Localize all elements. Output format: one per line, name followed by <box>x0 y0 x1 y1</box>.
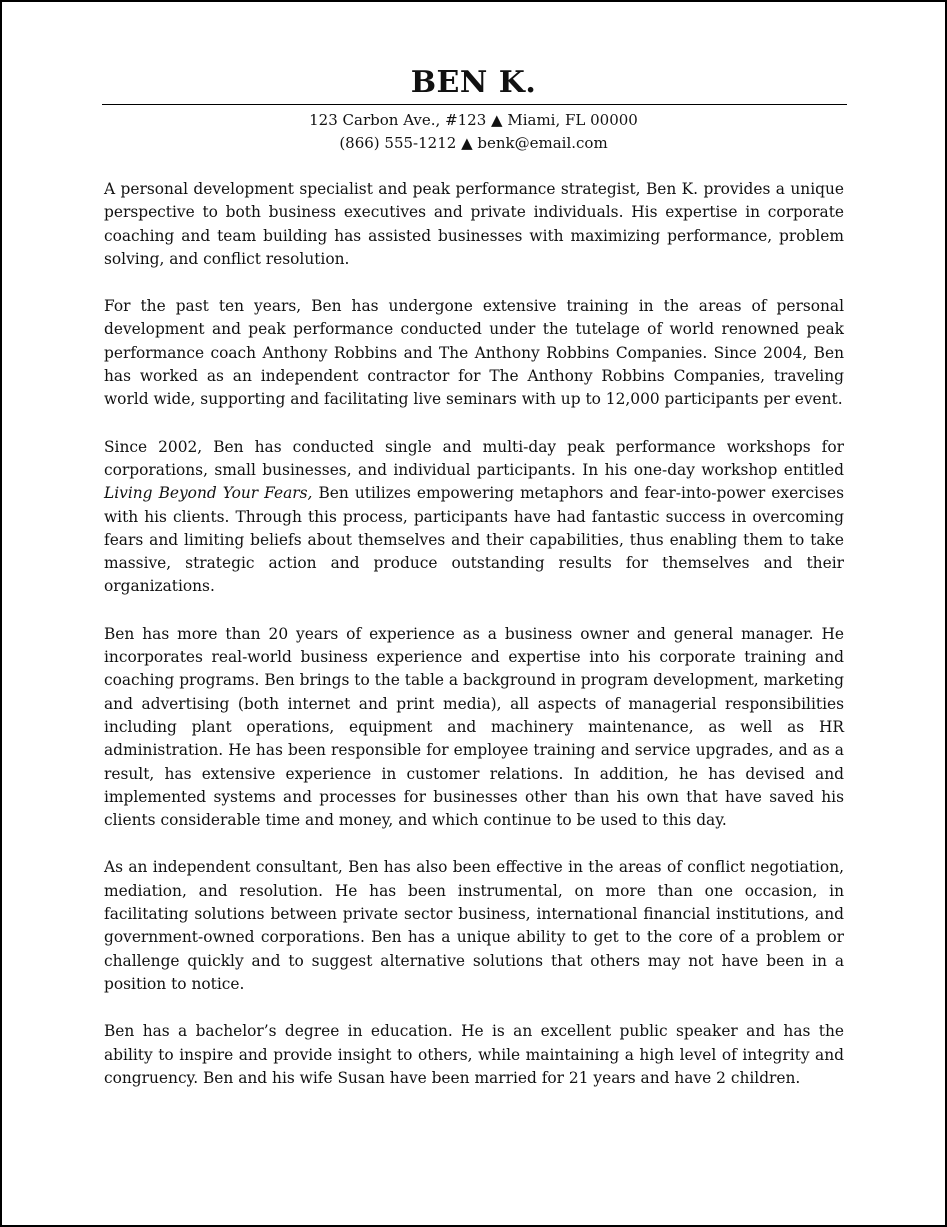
person-name: BEN K. <box>410 65 537 100</box>
bio-paragraph-1: A personal development specialist and peak performance strategist, Ben K. provides a unique perspective to both business executives and private individuals. His expertise in corporate coaching and team building has assisted businesses with maximizing performance, problem solving, and conflict resolution. <box>104 180 844 268</box>
bio-paragraph-4: Ben has more than 20 years of experience as a business owner and general manager. He incorporates real-world business experience and expertise into his corporate training and coaching programs. Ben brings to the table a background in program development, marketing and advertising (both internet and print media), all aspects of managerial responsibilities including plant operations, equipment and machinery maintenance, as well as HR administration. He has been responsible for employee training and service upgrades, and as a result, has extensive experience in customer relations. In addition, he has devised and implemented systems and processes for businesses other than his own that have saved his clients considerable time and money, and which continue to be used to this day. <box>104 624 844 830</box>
bio-paragraph-6: Ben has a bachelor’s degree in education. He is an excellent public speaker and has the ability to inspire and provide insight to others, while maintaining a high level of integrity and congruency. Ben and his wife Susan have been married for 21 years and have 2 children. <box>104 1022 844 1087</box>
workshop-title: Living Beyond Your Fears, <box>104 484 313 503</box>
bio-body <box>104 178 844 1114</box>
paragraph-text: Ben utilizes empowering metaphors and fear-into-power exercises with his clients. Through this process, participants have had fantastic success in overcoming fears and limiting beliefs about themselves and their capabilities, thus enabling them to take massive, strategic action and produce outstanding results for themselves and their organizations. <box>104 484 844 596</box>
paragraph-text: Since 2002, Ben has conducted single and multi-day peak performance workshops for corporations, small businesses, and individual participants. In his one-day workshop entitled <box>104 437 844 479</box>
bio-paragraph-5: As an independent consultant, Ben has also been effective in the areas of conflict negotiation, mediation, and resolution. He has been instrumental, on more than one occasion, in facilitating solutions between private sector business, international financial institutions, and government-owned corporations. Ben has a unique ability to get to the core of a problem or challenge quickly and to suggest alternative solutions that others may not have been in a position to notice. <box>104 858 844 993</box>
header-divider <box>102 104 847 105</box>
bio-paragraph-3 <box>104 436 844 599</box>
bio-paragraph-2: For the past ten years, Ben has undergone extensive training in the areas of personal development and peak performance conducted under the tutelage of world renowned peak performance coach Anthony Robbins and The Anthony Robbins Companies. Since 2004, Ben has worked as an independent contractor for The Anthony Robbins Companies, traveling world wide, supporting and facilitating live seminars with up to 12,000 participants per event. <box>104 297 844 409</box>
contact-line: (866) 555-1212 ▲ benk@email.com <box>339 134 608 152</box>
address-line: 123 Carbon Ave., #123 ▲ Miami, FL 00000 <box>309 111 638 129</box>
